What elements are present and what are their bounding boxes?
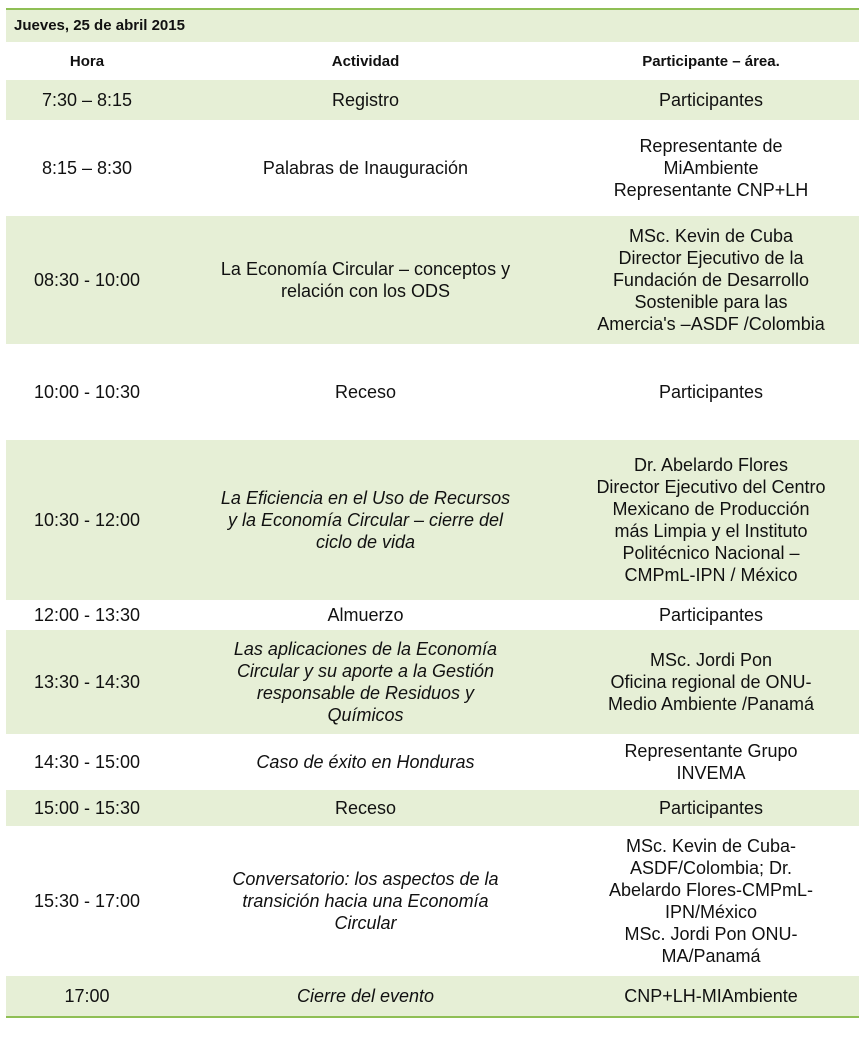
table-body [6,80,859,1016]
cell-participante [563,381,859,403]
agenda-table [6,8,859,1018]
participante-line: Representante Grupo [624,741,798,761]
participante-line: MSc. Jordi Pon ONU- [624,924,798,944]
cell-actividad [168,381,563,403]
date-bar: Jueves, 25 de abril 2015 [6,10,859,42]
actividad-line: Conversatorio: los aspectos de la [232,869,499,889]
header-hora: Hora [69,52,105,70]
table-row [6,120,859,216]
actividad-line: La Economía Circular – conceptos y [220,259,511,279]
participante-line: IPN/México [664,902,758,922]
participante-line: Oficina regional de ONU- [610,672,812,692]
participante-line: MSc. Jordi Pon [649,650,773,670]
actividad-line: Cierre del evento [296,986,435,1006]
participante-line: más Limpia y el Instituto [614,521,808,541]
participante-line: Participantes [658,382,764,402]
participante-line: CNP+LH-MIAmbiente [624,986,798,1006]
cell-hora: 8:15 – 8:30 [41,158,133,178]
actividad-line: Químicos [327,705,404,725]
table-row [6,790,859,826]
participante-line: MSc. Kevin de Cuba- [625,836,797,856]
cell-participante [563,649,859,715]
participante-line: Director Ejecutivo del Centro [596,477,826,497]
cell-participante [563,797,859,819]
table-row [6,440,859,600]
table-row [6,734,859,790]
table-row [6,630,859,734]
participante-line: Politécnico Nacional – [622,543,800,563]
cell-hora: 10:30 - 12:00 [33,510,141,530]
cell-participante [563,740,859,784]
header-participante: Participante – área. [642,52,780,70]
participante-line: Participantes [658,90,764,110]
participante-line: MA/Panamá [661,946,761,966]
cell-participante [563,135,859,201]
actividad-line: y la Economía Circular – cierre del [227,510,504,530]
participante-line: Participantes [658,798,764,818]
cell-participante [563,225,859,335]
cell-actividad [168,797,563,819]
participante-line: ASDF/Colombia; Dr. [629,858,793,878]
actividad-line: Receso [334,798,397,818]
participante-line: Director Ejecutivo de la [618,248,804,268]
actividad-line: Registro [331,90,400,110]
cell-hora: 15:30 - 17:00 [33,891,141,911]
cell-hora: 14:30 - 15:00 [33,752,141,772]
participante-line: MiAmbiente [663,158,759,178]
participante-line: Representante de [639,136,783,156]
cell-hora: 12:00 - 13:30 [33,605,141,625]
cell-actividad [168,638,563,726]
table-row [6,216,859,344]
table-row [6,344,859,440]
cell-actividad [168,604,563,626]
participante-line: Amercia's –ASDF /Colombia [597,314,825,334]
participante-line: Medio Ambiente /Panamá [607,694,815,714]
participante-line: Mexicano de Producción [612,499,810,519]
cell-participante [563,89,859,111]
actividad-line: Receso [334,382,397,402]
participante-line: Fundación de Desarrollo [612,270,810,290]
actividad-line: Caso de éxito en Honduras [256,752,475,772]
participante-line: INVEMA [676,763,746,783]
participante-line: CMPmL-IPN / México [624,565,798,585]
actividad-line: Circular y su aporte a la Gestión [236,661,495,681]
actividad-line: Las aplicaciones de la Economía [233,639,498,659]
cell-participante [563,835,859,967]
cell-hora: 08:30 - 10:00 [33,270,141,290]
cell-hora: 10:00 - 10:30 [33,382,141,402]
cell-actividad [168,985,563,1007]
cell-participante [563,604,859,626]
cell-actividad [168,487,563,553]
participante-line: MSc. Kevin de Cuba [628,226,794,246]
table-row [6,600,859,630]
actividad-line: Almuerzo [327,605,404,625]
cell-hora: 17:00 [64,986,110,1006]
participante-line: Abelardo Flores-CMPmL- [608,880,814,900]
table-row [6,80,859,120]
header-actividad: Actividad [331,52,400,70]
participante-line: Dr. Abelardo Flores [633,455,789,475]
actividad-line: relación con los ODS [280,281,451,301]
cell-actividad [168,868,563,934]
participante-line: Participantes [658,605,764,625]
actividad-line: ciclo de vida [315,532,416,552]
cell-hora: 15:00 - 15:30 [33,798,141,818]
cell-participante [563,985,859,1007]
cell-actividad [168,751,563,773]
cell-hora: 13:30 - 14:30 [33,672,141,692]
cell-participante [563,454,859,586]
table-row [6,976,859,1016]
cell-actividad [168,89,563,111]
participante-line: Sostenible para las [634,292,788,312]
actividad-line: Circular [334,913,397,933]
actividad-line: responsable de Residuos y [256,683,475,703]
cell-actividad [168,258,563,302]
header-row [6,42,859,80]
cell-hora: 7:30 – 8:15 [41,90,133,110]
cell-actividad [168,157,563,179]
bottom-rule [6,1016,859,1018]
actividad-line: transición hacia una Economía [242,891,489,911]
participante-line: Representante CNP+LH [613,180,809,200]
actividad-line: Palabras de Inauguración [262,158,469,178]
actividad-line: La Eficiencia en el Uso de Recursos [220,488,511,508]
table-row [6,826,859,976]
